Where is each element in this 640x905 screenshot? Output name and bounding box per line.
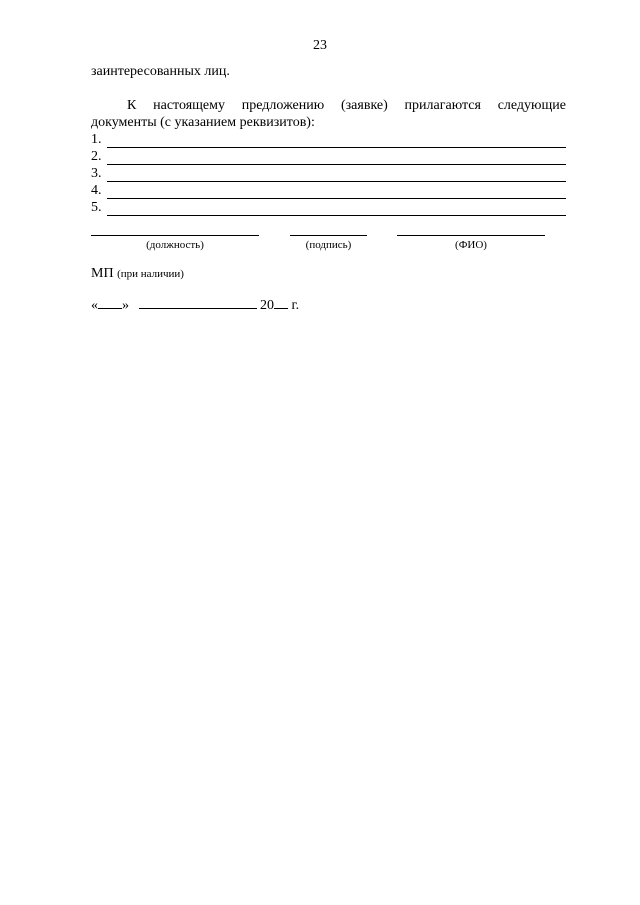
document-number: 5. xyxy=(91,200,102,215)
page-number: 23 xyxy=(313,38,327,53)
name-signature-line[interactable] xyxy=(397,235,545,236)
attachments-paragraph xyxy=(91,97,566,131)
document-number: 2. xyxy=(91,149,102,164)
month-blank[interactable] xyxy=(139,296,257,309)
document-row xyxy=(91,131,566,148)
document-blank-line[interactable] xyxy=(107,151,566,165)
day-blank[interactable] xyxy=(98,296,122,309)
document-blank-line[interactable] xyxy=(107,202,566,216)
signature-line[interactable] xyxy=(290,235,367,236)
document-blank-line[interactable] xyxy=(107,168,566,182)
document-number: 3. xyxy=(91,166,102,181)
stamp-label: МП xyxy=(91,266,114,281)
signature-caption: (подпись) xyxy=(305,239,352,251)
year-suffix: г. xyxy=(291,298,300,313)
position-signature-line[interactable] xyxy=(91,235,259,236)
document-number: 4. xyxy=(91,183,102,198)
stamp-note: (при наличии) xyxy=(117,268,184,280)
document-row xyxy=(91,148,566,165)
paragraph-text: К настоящему предложению (заявке) прилагаются следующие документы (с указанием реквизитов): xyxy=(91,98,566,130)
document-row xyxy=(91,165,566,182)
year-prefix: 20 xyxy=(260,298,274,313)
document-blank-line[interactable] xyxy=(107,134,566,148)
date-open-quote: « xyxy=(91,298,98,313)
date-close-quote: » xyxy=(122,298,129,313)
document-blank-line[interactable] xyxy=(107,185,566,199)
date-line xyxy=(91,296,299,314)
document-list xyxy=(91,131,566,216)
document-number: 1. xyxy=(91,132,102,147)
position-caption: (должность) xyxy=(146,239,204,251)
stamp-place xyxy=(91,266,184,282)
year-blank[interactable] xyxy=(274,296,288,309)
document-row xyxy=(91,182,566,199)
document-row xyxy=(91,199,566,216)
name-caption: (ФИО) xyxy=(455,239,487,251)
continuation-text: заинтересованных лиц. xyxy=(91,64,230,79)
